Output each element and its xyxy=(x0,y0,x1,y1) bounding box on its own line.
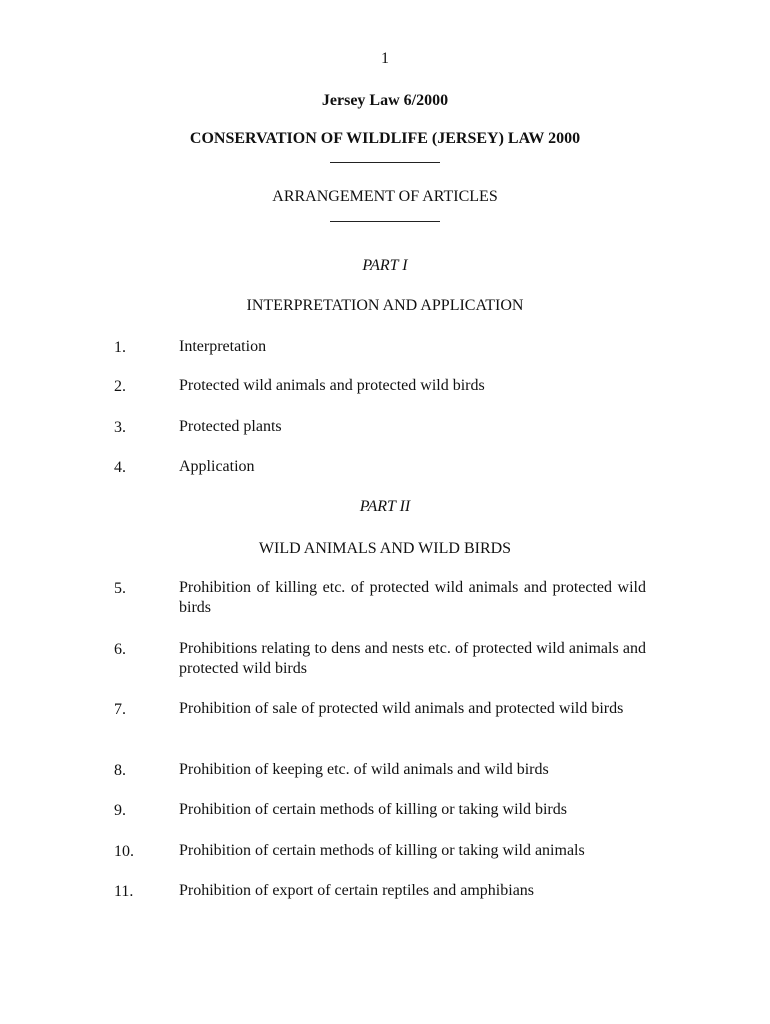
article-title: Prohibition of certain methods of killing or taking wild birds xyxy=(179,801,567,818)
arrangement-divider xyxy=(330,221,440,222)
article-number: 5. xyxy=(114,580,126,597)
title-divider xyxy=(330,162,440,163)
page-number: 1 xyxy=(381,50,389,67)
article-title: Prohibition of export of certain reptiles and amphibians xyxy=(179,882,535,899)
article-number: 9. xyxy=(114,802,126,819)
law-title: CONSERVATION OF WILDLIFE (JERSEY) LAW 2000 xyxy=(189,130,581,147)
article-title: Prohibition of sale of protected wild animals and protected wild birds xyxy=(179,700,624,717)
article-title: Protected wild animals and protected wild birds xyxy=(179,377,485,394)
article-number: 8. xyxy=(114,762,126,779)
article-title: Prohibitions relating to dens and nests etc. of protected wild animals and protected wild birds xyxy=(179,640,646,677)
law-reference: Jersey Law 6/2000 xyxy=(321,92,449,109)
article-number: 11. xyxy=(114,883,134,900)
article-title: Prohibition of certain methods of killing or taking wild animals xyxy=(179,842,585,859)
article-title: Interpretation xyxy=(179,338,267,355)
arrangement-heading: ARRANGEMENT OF ARTICLES xyxy=(272,188,498,205)
article-title: Prohibition of keeping etc. of wild animals and wild birds xyxy=(179,761,549,778)
article-number: 2. xyxy=(114,378,126,395)
article-number: 6. xyxy=(114,641,126,658)
article-number: 1. xyxy=(114,339,126,356)
part-label: PART I xyxy=(362,257,408,274)
article-title: Prohibition of killing etc. of protected wild animals and protected wild birds xyxy=(179,579,646,616)
article-number: 4. xyxy=(114,459,126,476)
article-number: 10. xyxy=(114,843,134,860)
article-number: 7. xyxy=(114,701,126,718)
part-heading: WILD ANIMALS AND WILD BIRDS xyxy=(258,540,512,557)
article-title: Protected plants xyxy=(179,418,282,435)
part-heading: INTERPRETATION AND APPLICATION xyxy=(246,297,524,314)
article-number: 3. xyxy=(114,419,126,436)
part-label: PART II xyxy=(359,498,411,515)
article-title: Application xyxy=(179,458,255,475)
